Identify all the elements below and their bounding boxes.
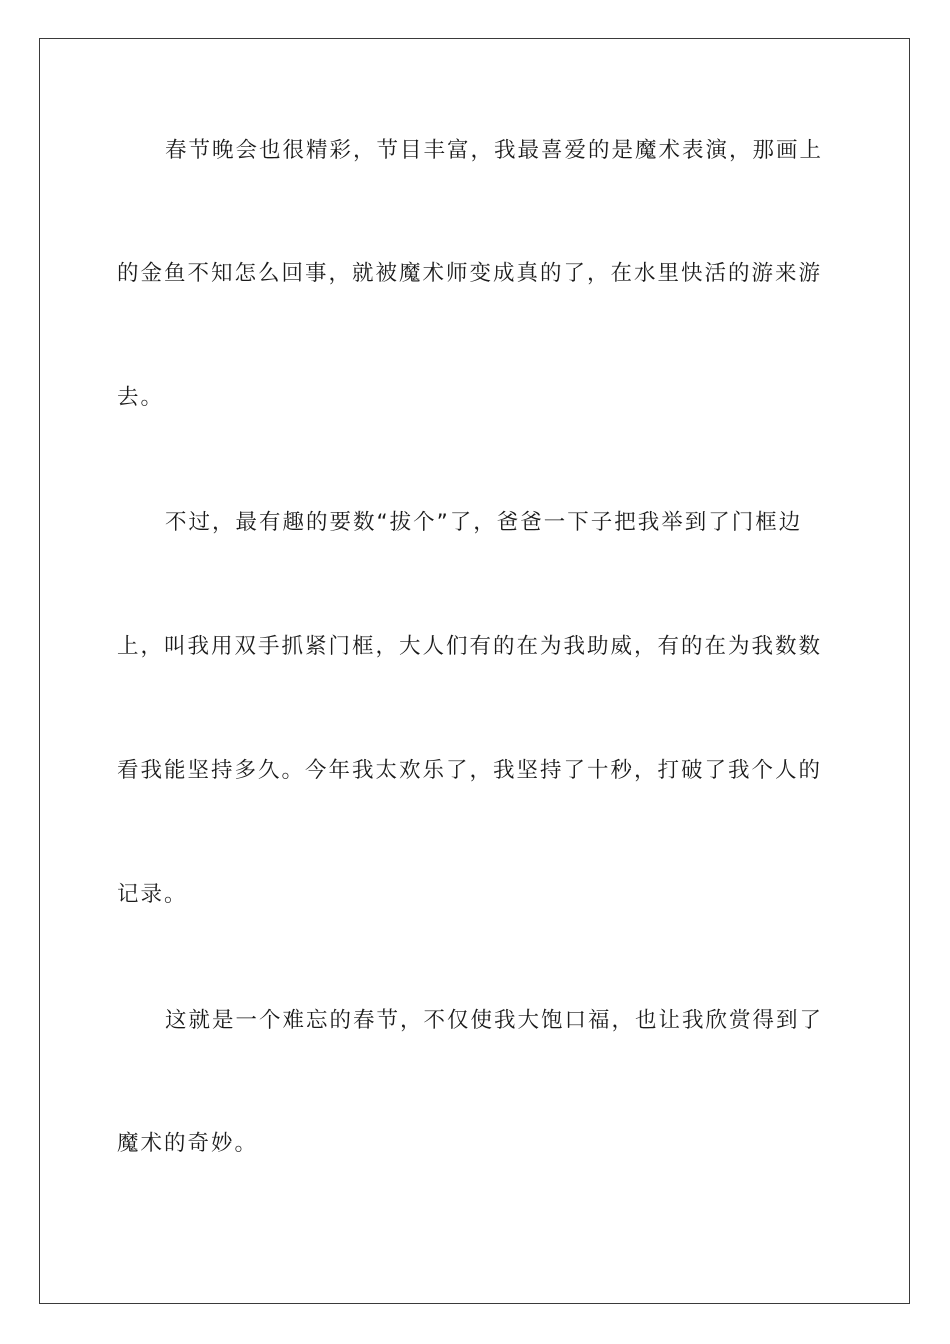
text-line: 这就是一个难忘的春节，不仅使我大饱口福，也让我欣赏得到了 <box>165 1008 824 1033</box>
text-line: 记录。 <box>117 882 188 907</box>
page-border <box>39 38 910 1304</box>
text-line: 不过，最有趣的要数“拔个”了，爸爸一下子把我举到了门框边 <box>165 510 803 535</box>
text-line: 魔术的奇妙。 <box>117 1131 259 1156</box>
text-line: 去。 <box>117 385 165 410</box>
text-line: 的金鱼不知怎么回事，就被魔术师变成真的了，在水里快活的游来游 <box>117 261 823 286</box>
text-line: 春节晚会也很精彩，节目丰富，我最喜爱的是魔术表演，那画上 <box>165 138 824 163</box>
text-line: 看我能坚持多久。今年我太欢乐了，我坚持了十秒，打破了我个人的 <box>117 758 823 783</box>
text-line: 上，叫我用双手抓紧门框，大人们有的在为我助威，有的在为我数数 <box>117 634 823 659</box>
